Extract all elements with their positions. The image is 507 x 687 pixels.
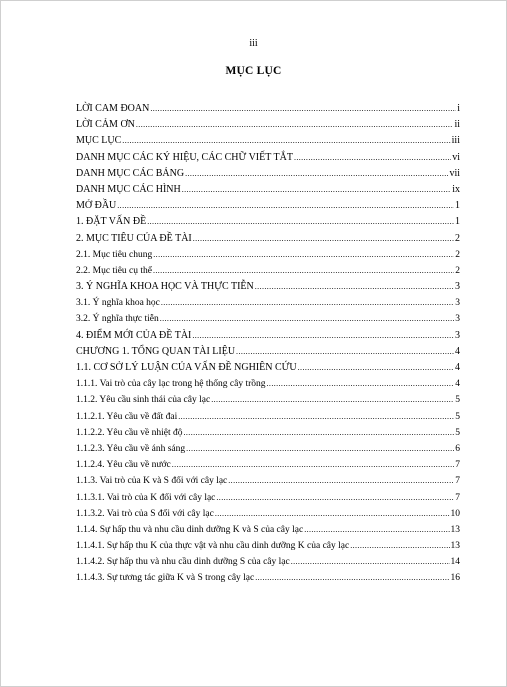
- toc-entry[interactable]: [76, 133, 460, 149]
- toc-entry[interactable]: [76, 473, 460, 489]
- toc-entry-page-number: 1: [455, 200, 460, 212]
- toc-entry-label: 1.1.1. Vai trò của cây lạc trong hệ thống cây trồng: [76, 379, 266, 390]
- dot-leader: [153, 263, 454, 279]
- dot-leader: [184, 425, 455, 441]
- toc-entry-label: 3. Ý NGHĨA KHOA HỌC VÀ THỰC TIỄN: [76, 281, 254, 293]
- dot-leader: [236, 344, 454, 360]
- dot-leader: [160, 311, 455, 327]
- toc-entry-label: LỜI CAM ĐOAN: [76, 103, 150, 114]
- toc-entry[interactable]: [76, 360, 460, 376]
- toc-entry[interactable]: [76, 150, 460, 166]
- toc-entry-label: DANH MỤC CÁC KÝ HIỆU, CÁC CHỮ VIẾT TẮT: [76, 151, 293, 163]
- toc-entry[interactable]: [76, 490, 460, 506]
- dot-leader: [172, 457, 454, 473]
- toc-entry-page-number: vi: [452, 151, 460, 163]
- toc-entry-label: 1.1.3.1. Vai trò của K đối với cây lạc: [76, 492, 216, 503]
- toc-entry-page-number: ix: [452, 183, 460, 195]
- dot-leader: [122, 133, 450, 149]
- toc-entry-page-number: 2: [455, 232, 460, 244]
- toc-entry[interactable]: [76, 506, 460, 522]
- dot-leader: [193, 231, 454, 247]
- dot-leader: [267, 376, 455, 392]
- dot-leader: [228, 473, 454, 489]
- toc-entry[interactable]: [76, 538, 460, 554]
- dot-leader: [185, 166, 448, 182]
- toc-entry-page-number: vii: [449, 167, 460, 179]
- dot-leader: [150, 101, 456, 117]
- toc-entry-label: 2. MỤC TIÊU CỦA ĐỀ TÀI: [76, 232, 192, 244]
- dot-leader: [215, 506, 450, 522]
- toc-entry[interactable]: [76, 263, 460, 279]
- toc-entry[interactable]: [76, 441, 460, 457]
- toc-entry[interactable]: [76, 425, 460, 441]
- toc-entry-label: DANH MỤC CÁC HÌNH: [76, 183, 181, 195]
- toc-entry-label: 1. ĐẶT VẤN ĐỀ: [76, 216, 147, 228]
- toc-entry-page-number: ii: [454, 119, 460, 131]
- dot-leader: [255, 279, 454, 295]
- toc-entry-label: MỤC LỤC: [76, 135, 122, 147]
- dot-leader: [350, 538, 449, 554]
- dot-leader: [182, 182, 451, 198]
- dot-leader: [147, 214, 454, 230]
- toc-entry-page-number: 4: [455, 362, 460, 373]
- toc-entry-page-number: 5: [455, 427, 460, 438]
- toc-entry[interactable]: [76, 231, 460, 247]
- toc-entry[interactable]: [76, 279, 460, 295]
- toc-entry-label: 2.2. Mục tiêu cụ thể: [76, 265, 152, 276]
- dot-leader: [304, 522, 449, 538]
- toc-entry-page-number: 7: [455, 460, 460, 471]
- toc-entry-label: DANH MỤC CÁC BẢNG: [76, 167, 185, 179]
- toc-entry-page-number: 3: [455, 329, 460, 341]
- toc-entry-label: 1.1.2.4. Yêu cầu về nước: [76, 460, 171, 471]
- toc-entry[interactable]: [76, 376, 460, 392]
- toc-entry-label: 1.1.4.2. Sự hấp thu và nhu cầu dinh dưỡng S của cây lạc: [76, 557, 290, 568]
- toc-entry-label: 1.1.4. Sự hấp thu và nhu cầu dinh dưỡng K và S của cây lạc: [76, 524, 304, 535]
- toc-entry[interactable]: [76, 570, 460, 586]
- page-title: MỤC LỤC: [225, 65, 282, 77]
- dot-leader: [136, 117, 454, 133]
- toc-entry[interactable]: [76, 247, 460, 263]
- toc-entry-label: MỞ ĐẦU: [76, 200, 117, 212]
- toc-entry-label: 1.1.2.2. Yêu cầu về nhiệt độ: [76, 427, 183, 438]
- table-of-contents: [76, 101, 460, 587]
- toc-entry-page-number: 14: [450, 557, 460, 568]
- dot-leader: [117, 198, 454, 214]
- toc-entry-page-number: 10: [450, 508, 460, 519]
- toc-entry-label: 1.1.3. Vai trò của K và S đối với cây lạc: [76, 476, 228, 487]
- toc-entry-page-number: 1: [455, 216, 460, 228]
- toc-entry-label: 1.1.2.3. Yêu cầu về ánh sáng: [76, 443, 186, 454]
- toc-entry[interactable]: [76, 328, 460, 344]
- dot-leader: [291, 554, 450, 570]
- dot-leader: [298, 360, 454, 376]
- toc-entry[interactable]: [76, 214, 460, 230]
- toc-entry[interactable]: [76, 117, 460, 133]
- toc-entry-page-number: 2: [455, 249, 460, 260]
- toc-entry-page-number: 3: [455, 281, 460, 293]
- dot-leader: [211, 392, 454, 408]
- toc-entry-page-number: 13: [450, 524, 460, 535]
- toc-entry-label: 1.1.3.2. Vai trò của S đối với cây lạc: [76, 508, 214, 519]
- dot-leader: [186, 441, 454, 457]
- toc-entry-page-number: 6: [455, 443, 460, 454]
- toc-entry-page-number: 16: [450, 573, 460, 584]
- toc-entry-label: CHƯƠNG 1. TỔNG QUAN TÀI LIỆU: [76, 345, 236, 357]
- toc-entry[interactable]: [76, 166, 460, 182]
- toc-entry-page-number: i: [457, 103, 460, 114]
- toc-entry-page-number: 3: [455, 298, 460, 309]
- toc-entry-label: 4. ĐIỂM MỚI CỦA ĐỀ TÀI: [76, 329, 192, 341]
- toc-entry[interactable]: [76, 295, 460, 311]
- toc-entry[interactable]: [76, 344, 460, 360]
- toc-entry-page-number: 4: [455, 379, 460, 390]
- dot-leader: [255, 570, 449, 586]
- toc-entry-page-number: 13: [450, 541, 460, 552]
- toc-entry[interactable]: [76, 198, 460, 214]
- toc-entry-page-number: 5: [455, 395, 460, 406]
- dot-leader: [294, 150, 451, 166]
- toc-entry-label: 1.1.2.1. Yêu cầu về đất đai: [76, 411, 178, 422]
- dot-leader: [153, 247, 454, 263]
- toc-entry-label: 1.1.2. Yêu cầu sinh thái của cây lạc: [76, 395, 211, 406]
- toc-entry[interactable]: [76, 311, 460, 327]
- dot-leader: [192, 328, 454, 344]
- toc-entry[interactable]: [76, 457, 460, 473]
- toc-entry[interactable]: [76, 554, 460, 570]
- toc-entry-page-number: 2: [455, 265, 460, 276]
- toc-entry-label: 2.1. Mục tiêu chung: [76, 249, 153, 260]
- toc-entry-page-number: iii: [451, 135, 460, 147]
- dot-leader: [216, 490, 454, 506]
- toc-entry-label: LỜI CẢM ƠN: [76, 119, 135, 131]
- toc-entry-label: 3.1. Ý nghĩa khoa học: [76, 298, 160, 309]
- toc-entry[interactable]: [76, 409, 460, 425]
- toc-entry[interactable]: [76, 182, 460, 198]
- toc-entry-page-number: 4: [455, 345, 460, 357]
- toc-entry-page-number: 3: [455, 314, 460, 325]
- toc-entry[interactable]: [76, 392, 460, 408]
- toc-entry-label: 1.1. CƠ SỞ LÝ LUẬN CỦA VẤN ĐỀ NGHIÊN CỨU: [76, 362, 297, 373]
- toc-entry-page-number: 7: [455, 476, 460, 487]
- dot-leader: [178, 409, 454, 425]
- toc-entry-label: 3.2. Ý nghĩa thực tiễn: [76, 314, 159, 325]
- toc-entry[interactable]: [76, 522, 460, 538]
- toc-entry-page-number: 5: [455, 411, 460, 422]
- toc-entry-label: 1.1.4.1. Sự hấp thu K của thực vật và nhu cầu dinh dưỡng K của cây lạc: [76, 541, 350, 552]
- toc-entry-page-number: 7: [455, 492, 460, 503]
- dot-leader: [161, 295, 454, 311]
- page-number: iii: [249, 38, 258, 49]
- toc-entry-label: 1.1.4.3. Sự tương tác giữa K và S trong cây lạc: [76, 573, 255, 584]
- toc-entry[interactable]: [76, 101, 460, 117]
